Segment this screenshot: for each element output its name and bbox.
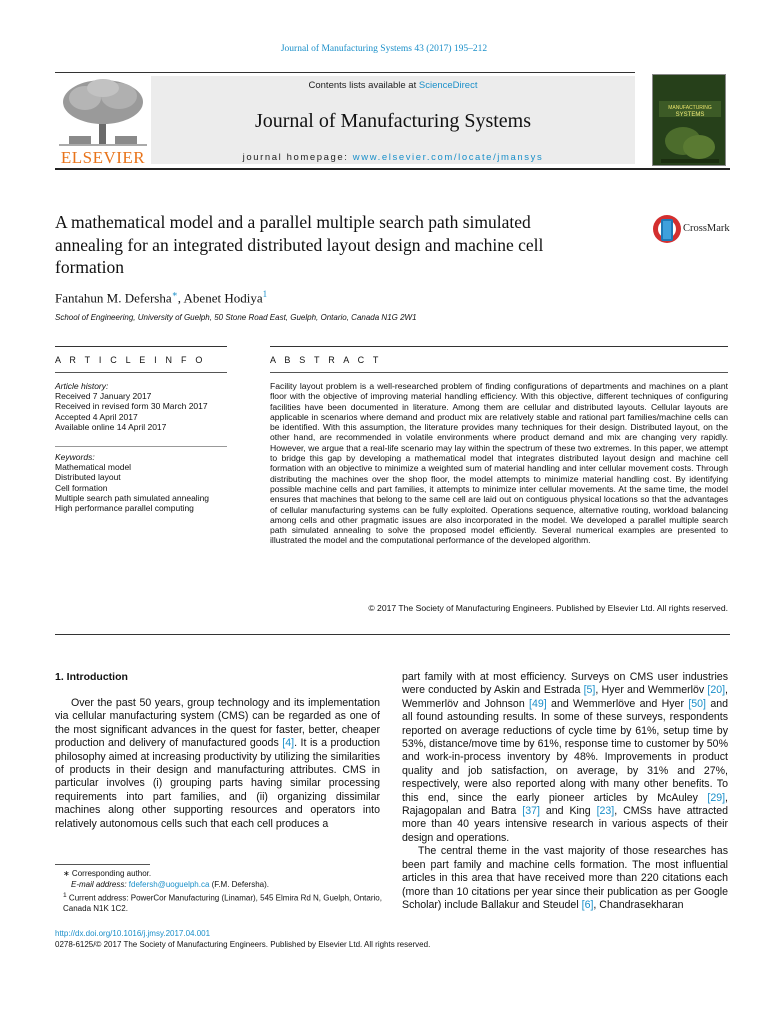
author-list: [55, 289, 267, 306]
affiliation: School of Engineering, University of Guelph, 50 Stone Road East, Guelph, Ontario, Canada N1G 2W1: [55, 313, 417, 322]
homepage-line: [151, 152, 635, 163]
homepage-prefix: journal homepage:: [242, 152, 353, 163]
keyword-item: Mathematical model: [55, 462, 132, 473]
email-suffix: (F.M. Defersha).: [209, 879, 269, 889]
keyword-item: High performance parallel computing: [55, 503, 194, 514]
citation-link[interactable]: [49]: [529, 697, 547, 710]
text-run: part family with at most efficiency. Surveys on CMS user industries were conducted by Askin and Estrada: [402, 671, 728, 697]
journal-cover-image: [652, 74, 726, 166]
intro-paragraph-1-cont: [402, 671, 728, 845]
cover-title-text: MANUFACTURING: [668, 105, 712, 111]
intro-paragraph-1: [55, 697, 380, 831]
text-run: , Chandrasekharan: [593, 898, 684, 911]
text-run: , Rajagopalan and Batra: [402, 791, 728, 818]
keyword-item: Distributed layout: [55, 472, 121, 483]
footnotes: [55, 869, 390, 915]
text-run: The central theme in the vast majority of those researches has been part family and machine cells formation. The most influential articles in this area that have received more than 220 citations each (more than 10 citations per year since their publication as per Google Scholar) include Ballakur and Steudel: [402, 845, 728, 911]
crossmark-label: CrossMark: [683, 223, 730, 234]
contents-line: [151, 80, 635, 91]
footnote-address: [55, 891, 390, 915]
issn-line: 0278-6125/© 2017 The Society of Manufacturing Engineers. Published by Elsevier Ltd. All rights reserved.: [55, 940, 431, 949]
crossmark-badge[interactable]: [652, 213, 732, 245]
author-1-mark[interactable]: ∗: [171, 289, 178, 299]
front-matter-bottom-rule: [55, 634, 730, 635]
article-title: [55, 211, 645, 279]
history-item: Received 7 January 2017: [55, 391, 152, 402]
abstract-top-rule: [270, 346, 728, 347]
footnote-mark: 1: [63, 891, 67, 899]
homepage-link[interactable]: www.elsevier.com/locate/jmansys: [352, 152, 544, 163]
email-link[interactable]: fdefersh@uoguelph.ca: [128, 879, 210, 889]
running-head[interactable]: Journal of Manufacturing Systems 43 (2017) 195–212: [280, 44, 488, 54]
footnote-email: [55, 880, 390, 891]
article-title-line-2: annealing for an integrated distributed layout design and machine cell: [55, 234, 544, 255]
contents-prefix: Contents lists available at: [308, 80, 419, 91]
history-item: Available online 14 April 2017: [55, 421, 167, 432]
elsevier-logo: [55, 76, 151, 168]
citation-link[interactable]: [5]: [583, 684, 596, 697]
article-info-sub-rule: [55, 372, 227, 373]
journal-masthead: [55, 72, 730, 168]
article-title-line-1: A mathematical model and a parallel multiple search path simulated: [55, 212, 531, 232]
keywords-block: [55, 452, 227, 513]
sciencedirect-link[interactable]: ScienceDirect: [418, 80, 478, 91]
footnote-text: Current address: PowerCor Manufacturing (Linamar), 545 Elmira Rd N, Guelph, Ontario, Canada N1K 1C2.: [63, 893, 382, 914]
text-run: , CMSs have attracted more than 40 years intensive research in various aspects of their design and operations.: [402, 805, 728, 844]
history-item: Accepted 4 April 2017: [55, 411, 138, 422]
masthead-bottom-rule: [55, 168, 730, 170]
keyword-item: Cell formation: [55, 482, 108, 493]
crossmark-icon: [652, 213, 682, 245]
text-run: , Wemmerlöv and Johnson: [402, 684, 728, 710]
tree-icon: [55, 76, 151, 148]
abstract-text: Facility layout problem is a well-researched problem of finding configurations of departments and machines on a plant floor with the objective of improving material handling efficiency. With this objective, different techniques of configuring facilities have been documented in literature. Among them are cellular and distributed layouts. Cellular layouts are applicable in scenarios where demand and product mix are relatively stable and rational part families/machine cells can be identified. With this assumption, the literature provides many techniques for their design. Distributed layout, on the other hand, are recommended in volatile environments where product demand and mix are changing very rapidly. However, we argue that a real-life scenario may lay within the spectrum of these two extremes. In this paper, we attempt to bridge this gap by developing a mathematical model that integrates distributed layout design and machine cell formation with an objective to minimize a weighted sum of material handling and inter cellular movement costs. Through distributing the machines over the shop floor, the model attempts to minimize material handling cost. By identifying possible machine cells and part families, it attempts to minimize inter cellular movements. At the same time, the model ensures that machines that belong to the same cell are laid out on contiguous physical locations so that the advantages of cellular manufacturing systems can be fully exploited. Operations sequence, alternative routing, workload balancing among cells and other pragmatic issues are also incorporated in the model. We developed a parallel multiple search path simulated annealing to solve the proposed model efficiently. Several numerical examples are presented to illustrated the model and the computational performance of the developed algorithm.: [270, 381, 728, 546]
keywords-rule: [55, 446, 227, 447]
author-1[interactable]: Fantahun M. Defersha: [55, 290, 172, 306]
citation-link[interactable]: [23]: [596, 805, 615, 818]
article-info-heading: A R T I C L E I N F O: [55, 355, 206, 365]
cover-title-text-2: SYSTEMS: [675, 112, 705, 118]
abstract-sub-rule: [270, 372, 728, 373]
abstract-heading: A B S T R A C T: [270, 355, 382, 365]
masthead-top-rule: [55, 72, 635, 73]
article-history: [55, 381, 227, 432]
text-run: and King: [539, 805, 597, 818]
citation-link[interactable]: [29]: [707, 791, 726, 804]
citation-link[interactable]: [37]: [522, 805, 540, 818]
text-run: . It is a production philosophy aimed at increasing productivity by utilizing the similarities of products in their design and manufacturing attributes. CMS in particular involves (i) grouping parts having similar processing requirements into part families, and (ii) organizing dissimilar machines along other supporting resources and operators into relatively autonomous cells such that each cell produces a: [55, 737, 380, 830]
author-2[interactable]: Abenet Hodiya: [183, 290, 263, 306]
abstract-copyright: © 2017 The Society of Manufacturing Engineers. Published by Elsevier Ltd. All rights reserved.: [368, 603, 728, 613]
text-run: , Hyer and Wemmerlöv: [595, 684, 708, 697]
footnote-rule: [55, 864, 150, 865]
keywords-label: Keywords:: [55, 452, 95, 462]
text-run: and Wemmerlöve and Hyer: [546, 697, 689, 710]
email-label: E-mail address:: [71, 879, 129, 889]
publisher-logo-text: ELSEVIER: [60, 148, 146, 167]
journal-name: Journal of Manufacturing Systems: [254, 110, 532, 132]
citation-link[interactable]: [4]: [282, 737, 295, 750]
footnote-mark: ∗: [63, 869, 70, 878]
page-footer: [55, 928, 430, 950]
author-separator: ,: [177, 290, 184, 306]
citation-link[interactable]: [50]: [688, 697, 706, 710]
doi-link[interactable]: http://dx.doi.org/10.1016/j.jmsy.2017.04.001: [55, 929, 211, 938]
footnote-text: Corresponding author.: [69, 869, 152, 878]
body-column-left: [55, 697, 380, 831]
masthead-band: [151, 76, 635, 164]
footnote-corresponding: [55, 869, 390, 880]
citation-link[interactable]: [20]: [707, 684, 726, 697]
intro-paragraph-2: [402, 845, 728, 912]
text-run: and all found astounding results. In some of these surveys, respondents reported on average reductions of cycle time by 61%, setup time by 53%, distance/move time by 61%, response time to customer by 50% and work-in-process inventory by 48%. Improvements in product quality and job satisfaction, on average, by 31% and 27%, respectively, were also reported along with many other benefits. To this end, since the early pioneer articles by McAuley: [402, 697, 728, 804]
citation-link[interactable]: [6]: [581, 898, 594, 911]
history-label: Article history:: [55, 381, 109, 391]
keyword-item: Multiple search path simulated annealing: [55, 492, 210, 503]
section-heading-introduction: 1. Introduction: [55, 671, 128, 683]
body-column-right: [402, 671, 728, 912]
article-title-line-3: formation: [55, 257, 125, 277]
journal-cover-art: [653, 75, 726, 166]
author-2-mark[interactable]: 1: [262, 289, 268, 299]
article-info-top-rule: [55, 346, 227, 347]
history-item: Received in revised form 30 March 2017: [55, 401, 208, 412]
text-run: Over the past 50 years, group technology and its implementation via cellular manufacturing system (CMS) can be regarded as one of the most significant advances in the quest for faster, better, cheaper production and delivery of manufactured goods: [55, 697, 380, 750]
